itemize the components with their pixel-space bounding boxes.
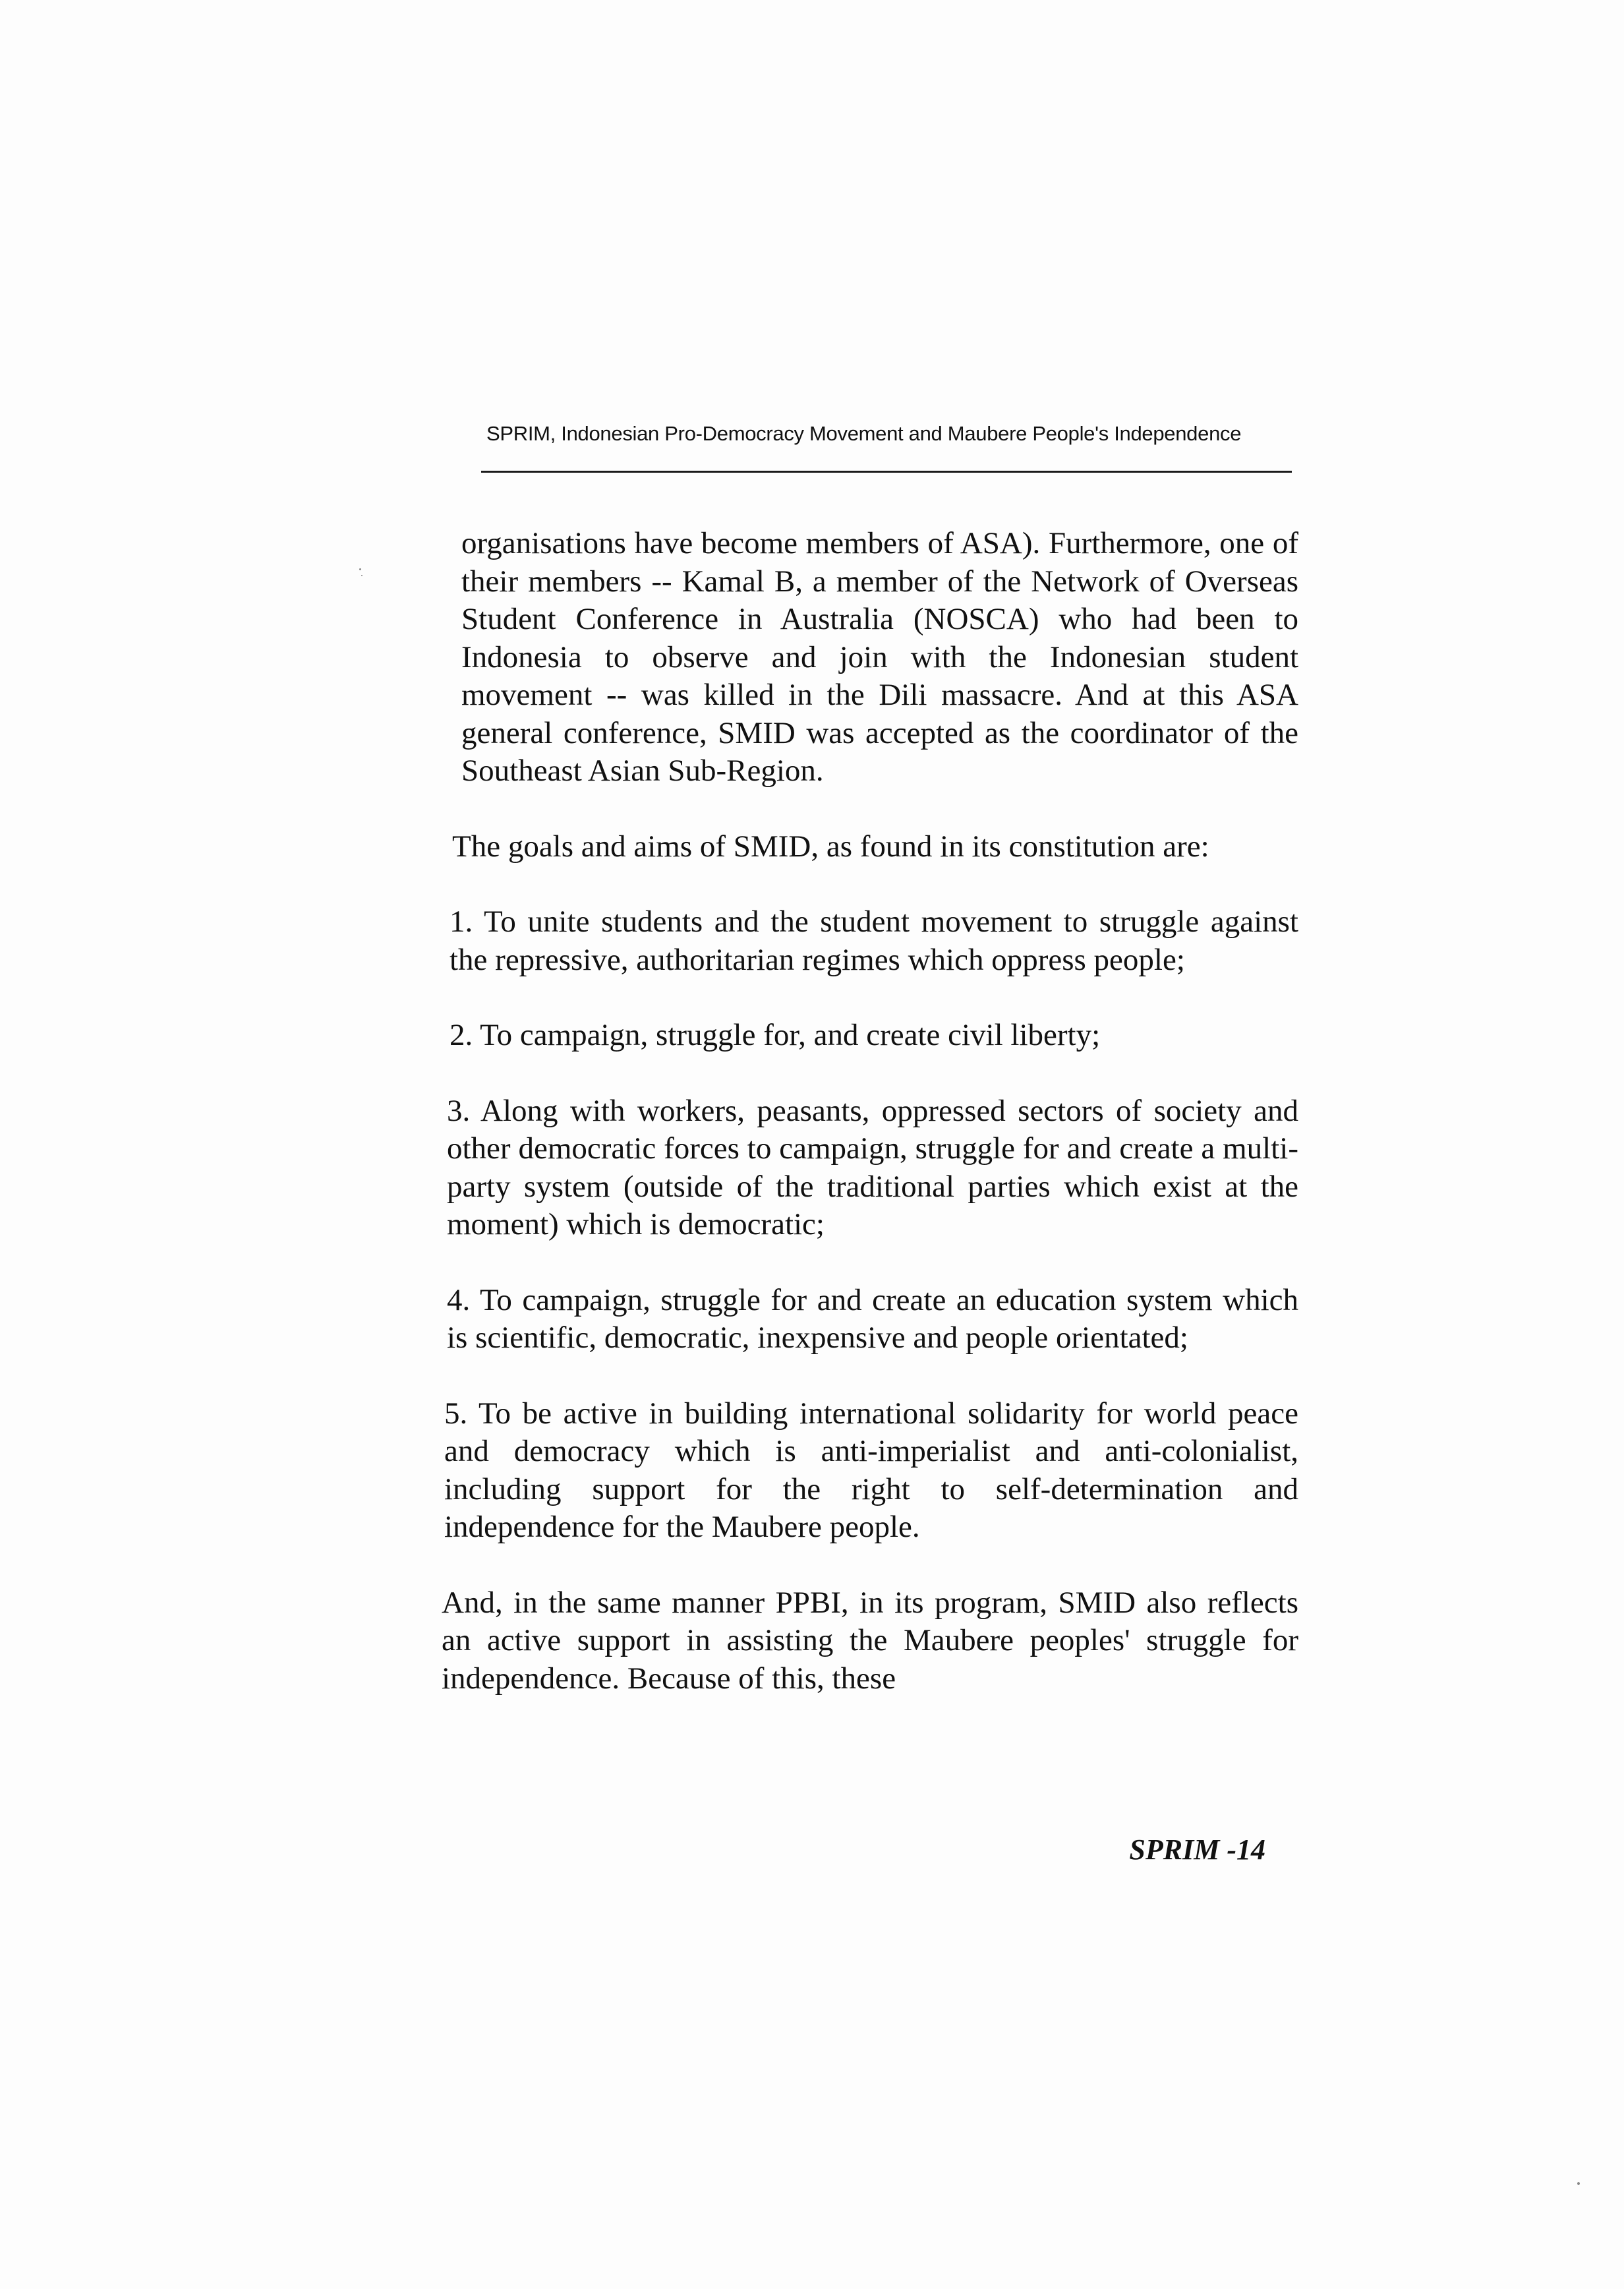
list-item-goal-1: 1. To unite students and the student movement to struggle against the repressive, authoritarian regimes which oppress people; <box>450 905 1298 977</box>
scan-speck <box>361 575 362 576</box>
scan-speck <box>1577 2182 1580 2185</box>
list-item-goal-2: 2. To campaign, struggle for, and create civil liberty; <box>450 1018 1101 1052</box>
scan-speck <box>359 568 361 570</box>
paragraph-asa-membership: organisations have become members of ASA). Furthermore, one of their members -- Kamal B, a member of the Network of Overseas Student Conference in Australia (NOSCA) who had been to Indonesia to observe and join with the Indonesian student movement -- was killed in the Dili massacre. And at this ASA general conference, SMID was accepted as the coordinator of the Southeast Asian Sub-Region. <box>461 526 1298 788</box>
paragraph-goals-intro: The goals and aims of SMID, as found in its constitution are: <box>452 829 1209 864</box>
page-number: SPRIM -14 <box>1129 1833 1265 1866</box>
body-text <box>442 525 1298 1698</box>
list-item-goal-3: 3. Along with workers, peasants, oppressed sectors of society and other democratic forces to campaign, struggle for and create a multi-party system (outside of the traditional parties which exist at the moment) which is democratic; <box>447 1093 1298 1241</box>
header-rule <box>481 471 1292 473</box>
list-item-goal-5: 5. To be active in building international solidarity for world peace and democracy which is anti-imperialist and anti-colonialist, including support for the right to self-determination and independence for the Maubere people. <box>444 1396 1298 1544</box>
paragraph-ppbi-support: And, in the same manner PPBI, in its program, SMID also reflects an active support in assisting the Maubere peoples' struggle for independence. Because of this, these <box>442 1585 1298 1696</box>
list-item-goal-4: 4. To campaign, struggle for and create an education system which is scientific, democratic, inexpensive and people orientated; <box>447 1282 1298 1355</box>
running-header: SPRIM, Indonesian Pro-Democracy Movement and Maubere People's Independence <box>486 422 1242 445</box>
